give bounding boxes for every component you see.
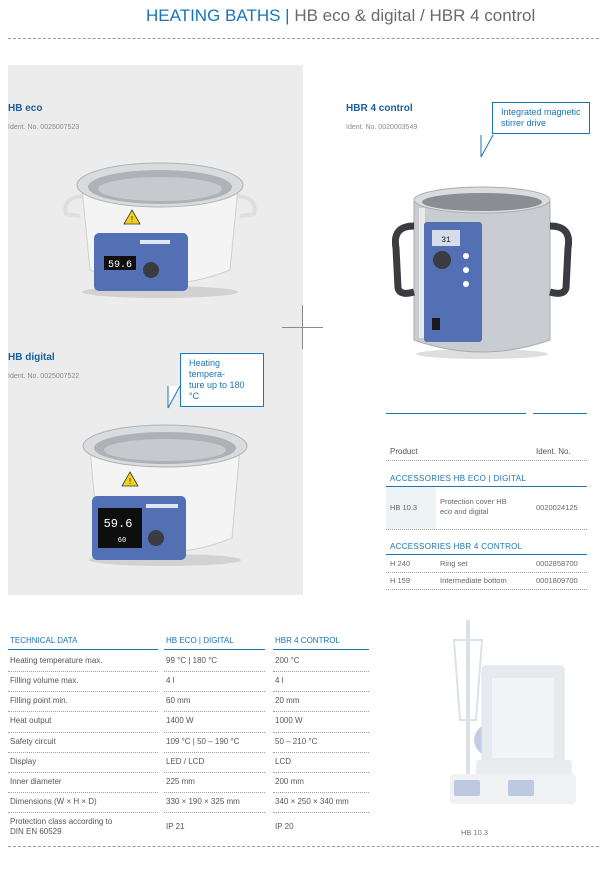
header-divider — [8, 38, 599, 39]
hbr4-name: HBR 4 control — [346, 103, 413, 114]
tech-row-divider — [273, 671, 369, 672]
hb-digital-callout-line1: Heating tempera- — [189, 358, 226, 379]
acc-desc: Ring set — [440, 559, 468, 568]
tech-rule-2 — [164, 649, 265, 650]
tech-row-divider — [8, 752, 158, 753]
acc-code: HB 10.3 — [390, 503, 418, 512]
acc-section-title: ACCESSORIES HB ECO | DIGITAL — [390, 474, 527, 483]
tech-row-divider — [164, 691, 265, 692]
tech-row-divider — [8, 792, 158, 793]
tech-row-label — [10, 737, 56, 747]
tech-row-value-hbr: LCD — [275, 757, 292, 766]
tech-row-label — [10, 676, 78, 686]
svg-text:31: 31 — [441, 236, 451, 245]
tech-row-divider — [8, 732, 158, 733]
acc-ident: 0002858700 — [536, 559, 578, 568]
tech-row-value-hbr: 50 – 210 °C — [275, 737, 318, 746]
tech-row-label — [10, 777, 62, 787]
hbr4-callout-pointer — [480, 135, 506, 159]
tech-row-divider — [273, 732, 369, 733]
tech-header-hbr: HBR 4 CONTROL — [275, 636, 340, 645]
tech-rule-1 — [8, 649, 158, 650]
tech-row-value-hb: LED / LCD — [166, 757, 205, 766]
svg-text:60: 60 — [117, 537, 127, 545]
tech-row-value-hb: 60 mm — [166, 696, 191, 705]
tech-row-divider — [273, 752, 369, 753]
hbr4-callout-line1: Integrated magnetic — [501, 107, 581, 117]
tech-row-label-line: Protection class according to — [10, 817, 113, 826]
knob-icon — [148, 530, 164, 546]
acc-code: H 240 — [390, 559, 411, 568]
hbr4-knob-icon — [433, 251, 451, 269]
page-title — [146, 6, 535, 26]
hbr4-callout — [492, 102, 590, 134]
tech-row-divider — [164, 671, 265, 672]
tech-header-hb: HB ECO | DIGITAL — [166, 636, 234, 645]
tech-row-value-hbr: 200 °C — [275, 656, 300, 665]
acc-section-title: ACCESSORIES HBR 4 CONTROL — [390, 542, 523, 551]
tech-row-value-hb: 4 l — [166, 676, 175, 685]
hb-eco-ident: Ident. No. 0025007523 — [8, 124, 80, 131]
tech-row-value-hb: IP 21 — [166, 822, 185, 831]
tech-row-value-hbr: 1000 W — [275, 716, 303, 725]
tech-row-label — [10, 716, 51, 726]
svg-text:59.6: 59.6 — [107, 260, 133, 271]
tech-row-label — [10, 696, 68, 706]
acc-desc-line: Protection cover HB — [440, 497, 507, 506]
tech-row-label-line: Inner diameter — [10, 777, 62, 786]
tech-row-label-line: Heating temperature max. — [10, 656, 103, 665]
acc-ident: 0020024125 — [536, 503, 578, 512]
acc-row-divider — [386, 529, 587, 530]
hb-digital-callout-pointer — [167, 386, 193, 410]
tech-row-divider — [8, 711, 158, 712]
tech-row-label-line: Dimensions (W × H × D) — [10, 797, 97, 806]
svg-text:!: ! — [128, 477, 132, 486]
tech-row-label — [10, 817, 112, 837]
hbr4-image — [392, 178, 572, 362]
tech-row-value-hbr: 4 l — [275, 676, 284, 685]
acc-desc-line: eco and digital — [440, 507, 489, 516]
figure-caption: HB 10.3 — [461, 828, 489, 837]
tech-row-label — [10, 757, 36, 767]
tech-row-label-line: Display — [10, 757, 37, 766]
acc-header-ident: Ident. No. — [536, 447, 571, 456]
title-sub: HB eco & digital / HBR 4 control — [294, 6, 536, 25]
acc-top-rule-left — [386, 413, 526, 414]
hb-10-3-image — [436, 610, 584, 824]
tech-row-label-line: Filling point min. — [10, 696, 68, 705]
tech-row-label-line: DIN EN 60529 — [10, 827, 62, 836]
tech-row-divider — [164, 711, 265, 712]
svg-text:!: ! — [130, 215, 134, 224]
title-main: HEATING BATHS — [146, 6, 281, 25]
hb-digital-image — [70, 420, 260, 568]
tech-row-value-hb: 330 × 190 × 325 mm — [166, 797, 240, 806]
tech-row-divider — [8, 772, 158, 773]
svg-text:59.6: 59.6 — [103, 517, 133, 531]
tech-row-value-hb: 99 °C | 180 °C — [166, 656, 218, 665]
tech-header-label: TECHNICAL DATA — [10, 636, 78, 645]
tech-row-divider — [8, 812, 158, 813]
acc-top-rule-right — [533, 413, 587, 414]
hb-eco-name: HB eco — [8, 103, 43, 114]
footer-divider — [8, 846, 599, 847]
tech-row-value-hb: 225 mm — [166, 777, 195, 786]
tech-row-divider — [273, 812, 369, 813]
tech-row-value-hb: 1400 W — [166, 716, 194, 725]
acc-ident: 0001809700 — [536, 576, 578, 585]
acc-desc — [440, 497, 507, 517]
tech-row-divider — [8, 671, 158, 672]
tech-row-divider — [164, 792, 265, 793]
tech-row-divider — [273, 711, 369, 712]
knob-icon — [143, 262, 159, 278]
tech-row-label-line: Heat output — [10, 716, 52, 725]
hb-digital-name: HB digital — [8, 352, 55, 363]
hbr4-ident: Ident. No. 0020003549 — [346, 124, 418, 131]
tech-row-value-hbr: 200 mm — [275, 777, 304, 786]
tech-row-label-line: Filling volume max. — [10, 676, 79, 685]
tech-row-divider — [164, 772, 265, 773]
tech-row-divider — [273, 691, 369, 692]
tech-row-label — [10, 797, 97, 807]
hb-digital-ident: Ident. No. 0025007522 — [8, 373, 80, 380]
tech-row-divider — [164, 732, 265, 733]
tech-row-divider — [8, 691, 158, 692]
acc-header-divider — [386, 460, 587, 461]
tech-row-label-line: Safety circuit — [10, 737, 56, 746]
acc-header-product: Product — [390, 447, 418, 456]
hb-digital-callout-line2: ture up to 180 °C — [189, 380, 245, 401]
tech-row-divider — [273, 772, 369, 773]
tech-row-divider — [164, 752, 265, 753]
tech-row-value-hbr: 20 mm — [275, 696, 300, 705]
tech-row-label — [10, 656, 103, 666]
tech-rule-3 — [273, 649, 369, 650]
acc-section-rule — [386, 554, 587, 555]
tech-row-value-hbr: 340 × 250 × 340 mm — [275, 797, 349, 806]
acc-desc: Intermediate bottom — [440, 576, 507, 585]
acc-code: H 159 — [390, 576, 411, 585]
tech-row-value-hbr: IP 20 — [275, 822, 294, 831]
hbr4-callout-line2: stirrer drive — [501, 118, 547, 128]
title-separator: | — [280, 6, 295, 25]
tech-row-divider — [273, 792, 369, 793]
page-header — [0, 0, 609, 40]
acc-row-divider — [386, 572, 587, 573]
acc-row-divider — [386, 589, 587, 590]
tech-row-value-hb: 109 °C | 50 – 190 °C — [166, 737, 240, 746]
tech-row-divider — [164, 812, 265, 813]
cross-marker-vertical — [302, 305, 303, 349]
hb-eco-image — [60, 158, 260, 300]
